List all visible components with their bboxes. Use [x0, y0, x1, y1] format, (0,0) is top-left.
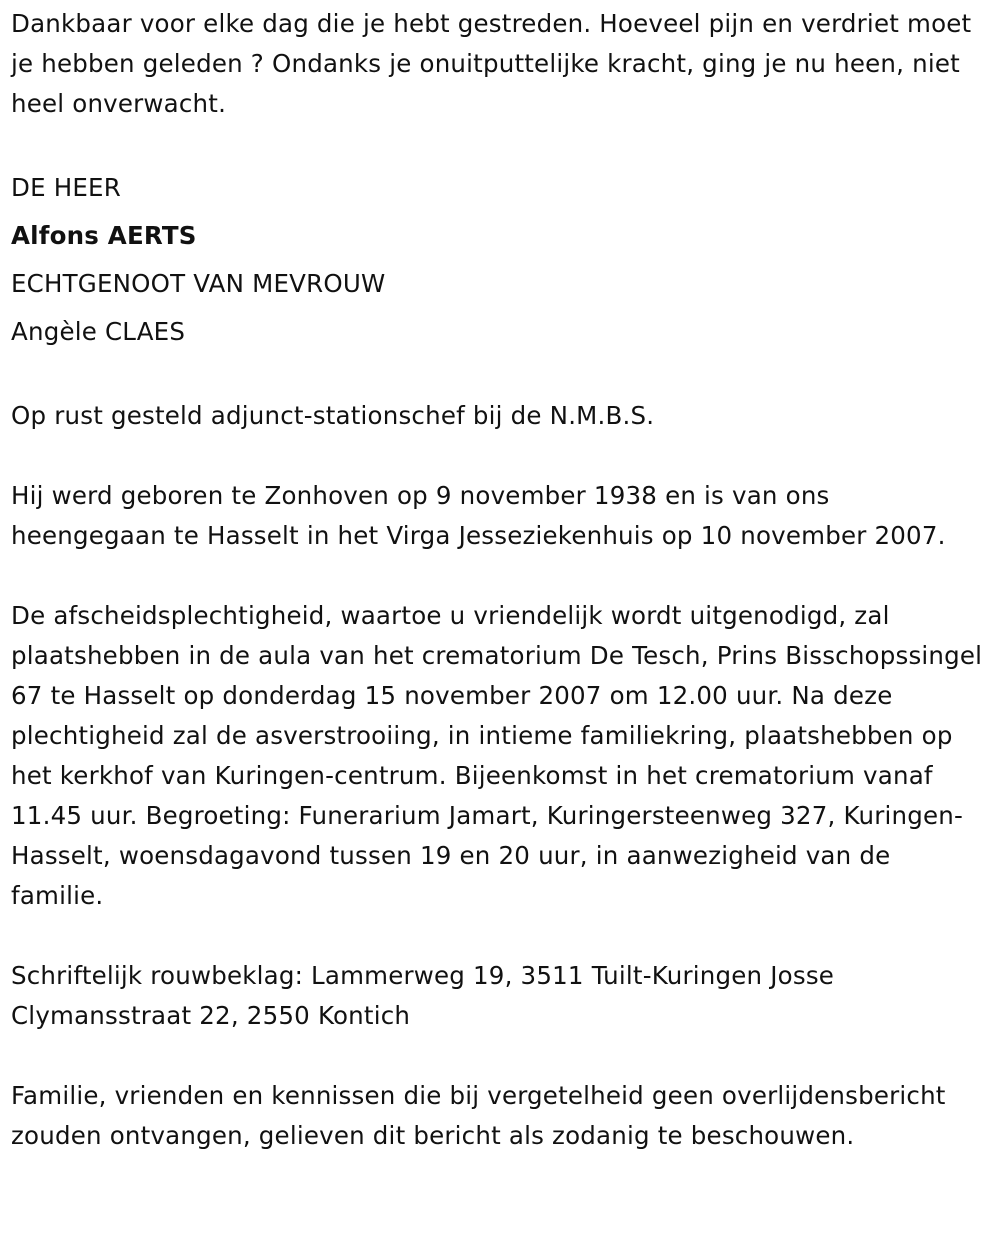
obituary-document: [11, 4, 988, 1156]
title-line: DE HEER: [11, 173, 121, 202]
spouse-line: ECHTGENOOT VAN MEVROUW: [11, 269, 386, 298]
intro-paragraph: Dankbaar voor elke dag die je hebt gestreden. Hoeveel pijn en verdriet moet je hebben geleden ? Ondanks je onuitputtelijke kracht, ging je nu heen, niet heel onverwacht.: [11, 9, 972, 118]
deceased-header: [11, 164, 988, 356]
occupation-paragraph: Op rust gesteld adjunct-stationschef bij de N.M.B.S.: [11, 401, 655, 430]
birth-death-paragraph: Hij werd geboren te Zonhoven op 9 november 1938 en is van ons heengegaan te Hasselt in het Virga Jesseziekenhuis op 10 november 2007.: [11, 481, 946, 550]
condolence-paragraph: Schriftelijk rouwbeklag: Lammerweg 19, 3511 Tuilt-Kuringen Josse Clymansstraat 22, 2550 Kontich: [11, 961, 835, 1030]
spouse-name: Angèle CLAES: [11, 317, 186, 346]
deceased-name: Alfons AERTS: [11, 221, 197, 250]
closing-paragraph: Familie, vrienden en kennissen die bij vergetelheid geen overlijdensbericht zouden ontvangen, gelieven dit bericht als zodanig te beschouwen.: [11, 1081, 946, 1150]
ceremony-paragraph: De afscheidsplechtigheid, waartoe u vriendelijk wordt uitgenodigd, zal plaatshebben in de aula van het crematorium De Tesch, Prins Bisschopssingel 67 te Hasselt op donderdag 15 november 2007 om 12.00 uur. Na deze plechtigheid zal de asverstrooiing, in intieme familiekring, plaatshebben op het kerkhof van Kuringen-centrum. Bijeenkomst in het crematorium vanaf 11.45 uur. Begroeting: Funerarium Jamart, Kuringersteenweg 327, Kuringen-Hasselt, woensdagavond tussen 19 en 20 uur, in aanwezigheid van de familie.: [11, 601, 983, 910]
